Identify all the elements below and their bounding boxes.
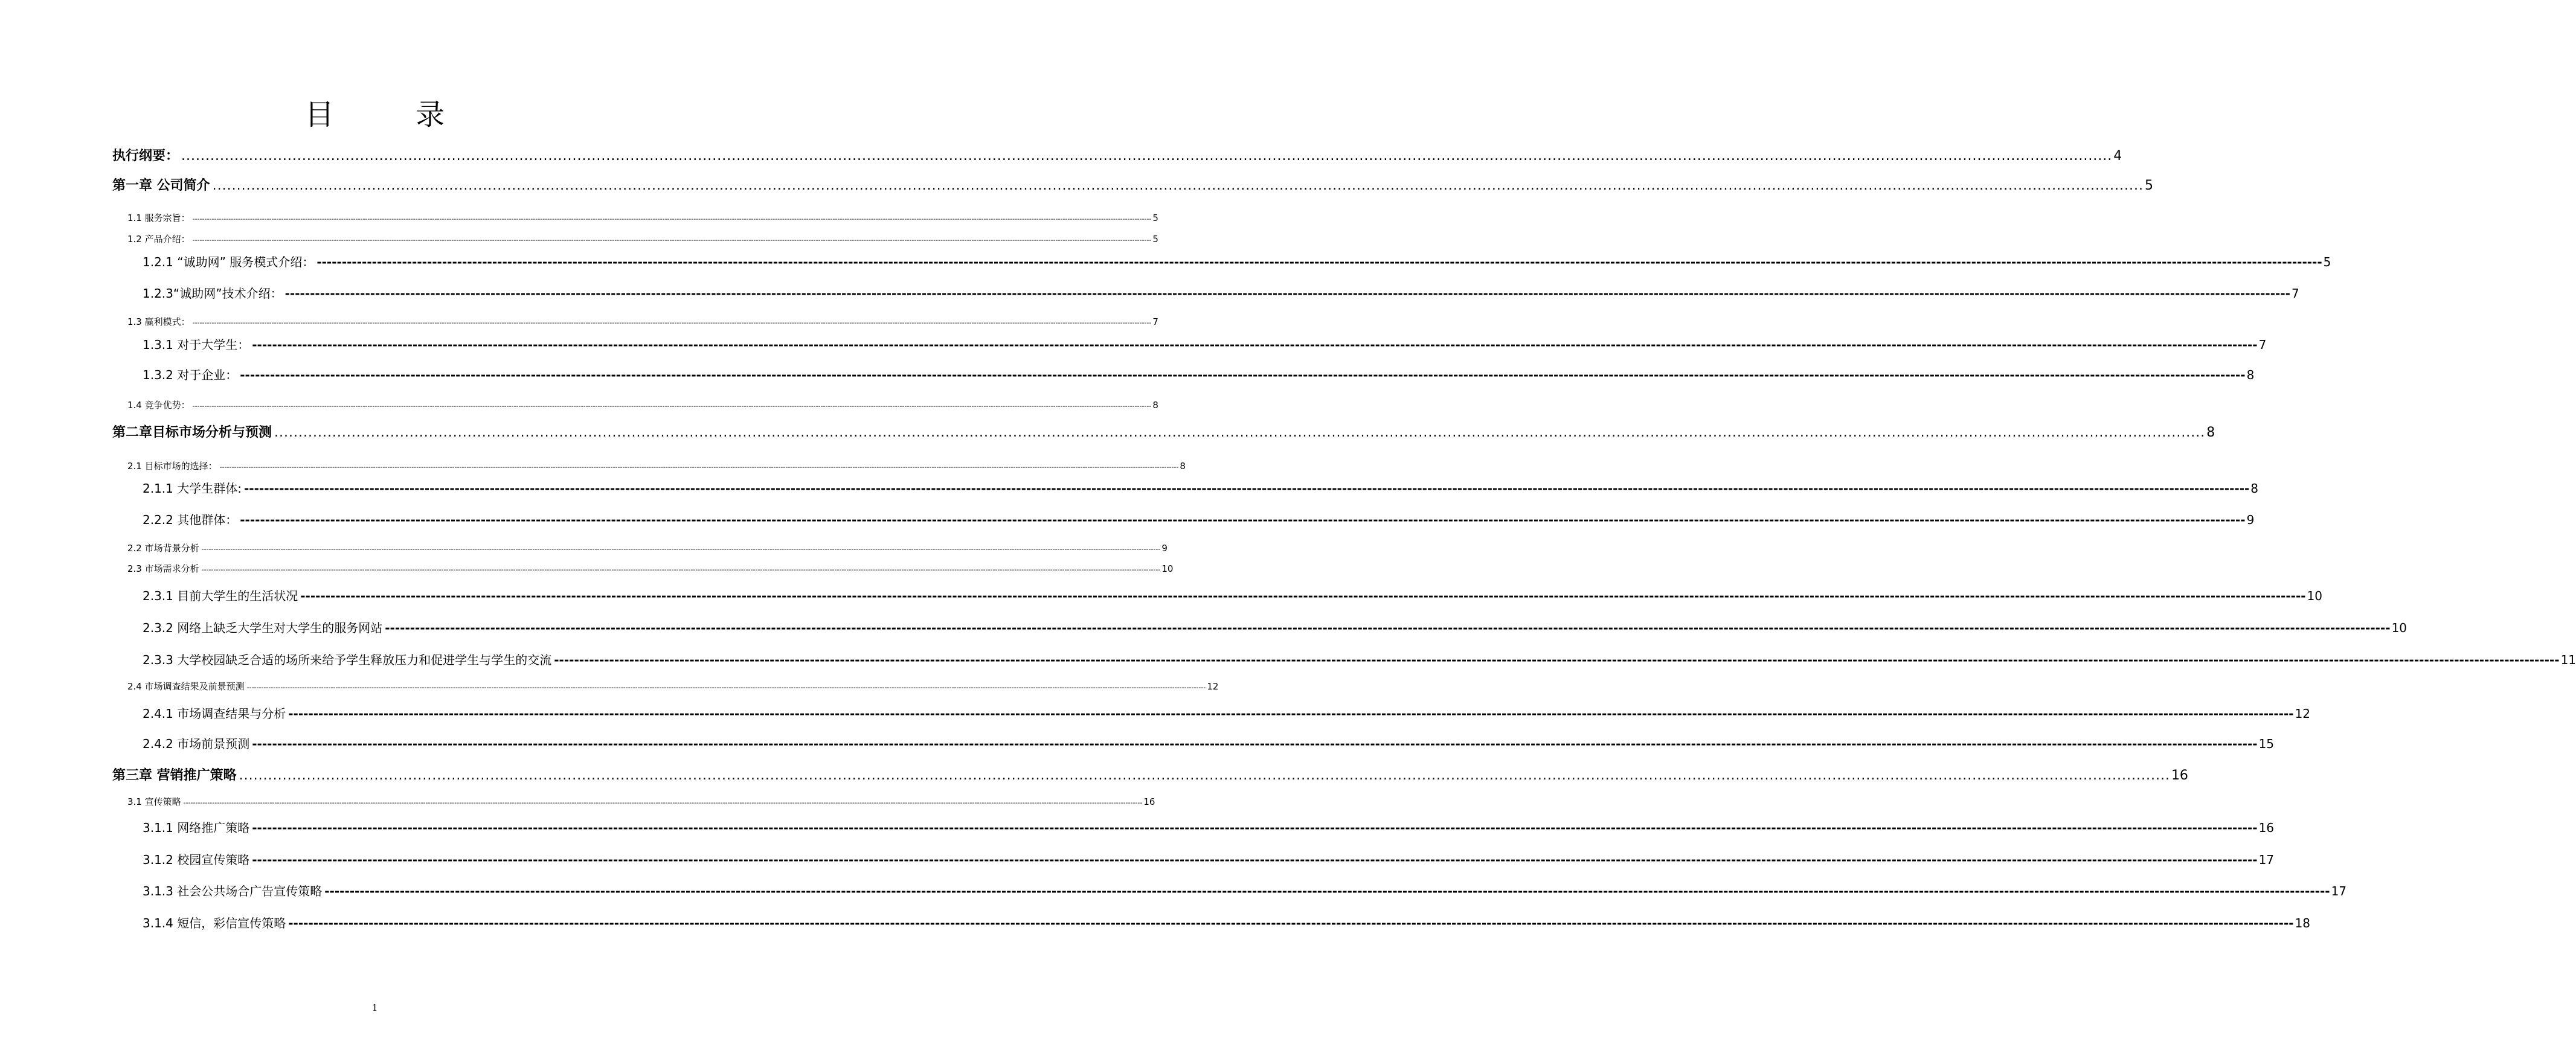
page-number: 1	[371, 1002, 378, 1013]
toc-entry[interactable]	[127, 315, 1158, 329]
toc-leader: ----------------------------------------------------------------------------------------------------------------------------------------------------------------------------------------------------------------------------------------------------------------------------------------------------------------------------------------------------------------------------------------------------------------	[243, 481, 2250, 496]
toc-entry[interactable]	[112, 146, 2122, 167]
toc-leader: ----------------------------------------------------------------------------------------------------------------------------------------------------------------------------------------------------------------------------------------------------------------------------------------------------------------------------------------------------------------------------------------------------------------	[192, 215, 1152, 223]
toc-entry[interactable]	[127, 232, 1158, 246]
toc-leader: ----------------------------------------------------------------------------------------------------------------------------------------------------------------------------------------------------------------------------------------------------------------------------------------------------------------------------------------------------------------------------------------------------------------	[288, 916, 2294, 930]
toc-entry-label: 2.3.2 网络上缺乏大学生对大学生的服务网站	[143, 621, 383, 635]
toc-leader: ----------------------------------------------------------------------------------------------------------------------------------------------------------------------------------------------------------------------------------------------------------------------------------------------------------------------------------------------------------------------------------------------------------------	[192, 319, 1152, 327]
toc-entry-label: 1.2 产品介绍：	[127, 234, 190, 245]
toc-entry[interactable]	[143, 618, 2407, 638]
toc-leader: ----------------------------------------------------------------------------------------------------------------------------------------------------------------------------------------------------------------------------------------------------------------------------------------------------------------------------------------------------------------------------------------------------------------	[252, 853, 2258, 867]
toc-entry-label: 2.2 市场背景分析	[127, 543, 199, 554]
toc-leader: ----------------------------------------------------------------------------------------------------------------------------------------------------------------------------------------------------------------------------------------------------------------------------------------------------------------------------------------------------------------------------------------------------------------	[183, 799, 1143, 807]
toc-entry[interactable]	[127, 211, 1158, 225]
toc-entry[interactable]	[127, 561, 1174, 576]
toc-leader: ----------------------------------------------------------------------------------------------------------------------------------------------------------------------------------------------------------------------------------------------------------------------------------------------------------------------------------------------------------------------------------------------------------------	[324, 884, 2330, 898]
toc-entry-page: 8	[1180, 461, 1186, 472]
toc-entry-label: 第一章 公司简介	[112, 178, 210, 193]
toc-entry-page: 10	[1161, 563, 1174, 574]
toc-entry[interactable]	[143, 818, 2275, 837]
toc-leader: ................................................................................................................................................................................................................................................................................................................................................................................................................	[239, 768, 2170, 783]
page-title: 目 录	[304, 98, 481, 132]
toc-entry-page: 10	[2307, 589, 2323, 603]
toc-leader: ----------------------------------------------------------------------------------------------------------------------------------------------------------------------------------------------------------------------------------------------------------------------------------------------------------------------------------------------------------------------------------------------------------------	[252, 737, 2258, 751]
toc-entry-page: 8	[2206, 425, 2215, 440]
toc-entry-page: 10	[2391, 621, 2407, 635]
toc-entry-page: 12	[2295, 706, 2311, 721]
toc-entry-label: 第二章目标市场分析与预测	[112, 425, 272, 440]
toc-entry-label: 1.1 服务宗旨：	[127, 213, 190, 223]
toc-entry[interactable]	[143, 913, 2311, 933]
toc-entry-label: 2.4.1 市场调查结果与分析	[143, 706, 286, 721]
toc-leader: ----------------------------------------------------------------------------------------------------------------------------------------------------------------------------------------------------------------------------------------------------------------------------------------------------------------------------------------------------------------------------------------------------------------	[240, 368, 2246, 382]
toc-entry-page: 12	[1207, 681, 1219, 692]
toc-entry-page: 9	[2246, 513, 2255, 527]
toc-leader: ----------------------------------------------------------------------------------------------------------------------------------------------------------------------------------------------------------------------------------------------------------------------------------------------------------------------------------------------------------------------------------------------------------------	[385, 621, 2391, 635]
toc-entry[interactable]	[143, 365, 2255, 385]
toc-entry-page: 7	[1152, 316, 1158, 327]
toc-entry[interactable]	[143, 510, 2255, 530]
toc-entry-page: 8	[1152, 400, 1158, 411]
toc-entry[interactable]	[112, 766, 2188, 786]
toc-entry-label: 第三章 营销推广策略	[112, 768, 237, 783]
toc-entry[interactable]	[143, 850, 2275, 869]
toc-entry-label: 1.2.3“诚助网”技术介绍：	[143, 286, 283, 301]
toc-leader: ................................................................................................................................................................................................................................................................................................................................................................................................................	[181, 149, 2113, 164]
toc-leader: ----------------------------------------------------------------------------------------------------------------------------------------------------------------------------------------------------------------------------------------------------------------------------------------------------------------------------------------------------------------------------------------------------------------	[284, 286, 2290, 301]
toc-entry-label: 2.1.1 大学生群体:	[143, 481, 242, 496]
toc-entry[interactable]	[143, 734, 2275, 753]
toc-entry-page: 17	[2331, 884, 2347, 898]
toc-entry[interactable]	[127, 679, 1219, 694]
toc-entry-page: 17	[2258, 853, 2275, 867]
toc-leader: ----------------------------------------------------------------------------------------------------------------------------------------------------------------------------------------------------------------------------------------------------------------------------------------------------------------------------------------------------------------------------------------------------------------	[192, 236, 1152, 244]
toc-entry[interactable]	[127, 398, 1158, 412]
toc-leader: ----------------------------------------------------------------------------------------------------------------------------------------------------------------------------------------------------------------------------------------------------------------------------------------------------------------------------------------------------------------------------------------------------------------	[554, 653, 2560, 667]
toc-entry[interactable]	[143, 586, 2323, 606]
toc-entry[interactable]	[143, 650, 2576, 670]
toc-entry-label: 1.3.2 对于企业：	[143, 368, 238, 382]
toc-entry-label: 2.4 市场调查结果及前景预测	[127, 681, 245, 692]
toc-entry[interactable]	[143, 252, 2331, 272]
toc-entry-label: 2.3.3 大学校园缺乏合适的场所来给予学生释放压力和促进学生与学生的交流	[143, 653, 552, 667]
toc-leader: ................................................................................................................................................................................................................................................................................................................................................................................................................	[274, 425, 2206, 440]
toc-entry[interactable]	[112, 176, 2153, 196]
toc-entry-page: 5	[2144, 178, 2153, 193]
toc-entry[interactable]	[143, 704, 2311, 723]
toc-leader: ----------------------------------------------------------------------------------------------------------------------------------------------------------------------------------------------------------------------------------------------------------------------------------------------------------------------------------------------------------------------------------------------------------------	[246, 683, 1206, 691]
toc-entry-page: 4	[2113, 149, 2122, 164]
toc-entry-page: 8	[2250, 481, 2259, 496]
toc-entry[interactable]	[143, 284, 2299, 303]
toc-leader: ----------------------------------------------------------------------------------------------------------------------------------------------------------------------------------------------------------------------------------------------------------------------------------------------------------------------------------------------------------------------------------------------------------------	[252, 821, 2258, 835]
toc-entry-page: 18	[2295, 916, 2311, 930]
toc-entry[interactable]	[127, 795, 1155, 809]
toc-leader: ----------------------------------------------------------------------------------------------------------------------------------------------------------------------------------------------------------------------------------------------------------------------------------------------------------------------------------------------------------------------------------------------------------------	[219, 463, 1179, 471]
toc-entry-page: 16	[1143, 796, 1155, 807]
toc-leader: ----------------------------------------------------------------------------------------------------------------------------------------------------------------------------------------------------------------------------------------------------------------------------------------------------------------------------------------------------------------------------------------------------------------	[240, 513, 2246, 527]
toc-entry-label: 执行纲要：	[112, 149, 179, 164]
toc-entry[interactable]	[143, 479, 2259, 498]
toc-entry-page: 7	[2258, 338, 2267, 352]
toc-leader: ----------------------------------------------------------------------------------------------------------------------------------------------------------------------------------------------------------------------------------------------------------------------------------------------------------------------------------------------------------------------------------------------------------------	[201, 566, 1161, 574]
toc-entry-label: 1.4 竞争优势：	[127, 400, 190, 411]
toc-entry-label: 2.1 目标市场的选择：	[127, 461, 217, 472]
toc-entry[interactable]	[143, 881, 2347, 901]
toc-entry-label: 1.2.1 “诚助网” 服务模式介绍：	[143, 255, 315, 269]
toc-entry-page: 5	[1152, 213, 1158, 223]
toc-entry-page: 11	[2560, 653, 2576, 667]
toc-entry[interactable]	[127, 459, 1186, 473]
toc-entry[interactable]	[112, 423, 2215, 443]
toc-entry-label: 3.1.3 社会公共场合广告宣传策略	[143, 884, 323, 898]
toc-leader: ----------------------------------------------------------------------------------------------------------------------------------------------------------------------------------------------------------------------------------------------------------------------------------------------------------------------------------------------------------------------------------------------------------------	[300, 589, 2306, 603]
toc-entry[interactable]	[127, 541, 1168, 555]
toc-entry-page: 5	[2323, 255, 2331, 269]
toc-entry-label: 2.2.2 其他群体：	[143, 513, 238, 527]
toc-entry-page: 5	[1152, 234, 1158, 245]
toc-leader: ----------------------------------------------------------------------------------------------------------------------------------------------------------------------------------------------------------------------------------------------------------------------------------------------------------------------------------------------------------------------------------------------------------------	[192, 402, 1152, 410]
toc-entry-page: 16	[2171, 768, 2188, 783]
toc-entry-page: 8	[2246, 368, 2255, 382]
toc-entry-label: 1.3 赢利模式：	[127, 316, 190, 327]
toc-entry-label: 2.3 市场需求分析	[127, 563, 199, 574]
toc-entry-label: 1.3.1 对于大学生：	[143, 338, 250, 352]
toc-entry-label: 3.1.2 校园宣传策略	[143, 853, 250, 867]
toc-entry-label: 3.1 宣传策略	[127, 796, 181, 807]
toc-leader: ----------------------------------------------------------------------------------------------------------------------------------------------------------------------------------------------------------------------------------------------------------------------------------------------------------------------------------------------------------------------------------------------------------------	[201, 545, 1161, 553]
toc-entry-page: 15	[2258, 737, 2275, 751]
toc-leader: ----------------------------------------------------------------------------------------------------------------------------------------------------------------------------------------------------------------------------------------------------------------------------------------------------------------------------------------------------------------------------------------------------------------	[288, 706, 2294, 721]
toc-entry-page: 7	[2291, 286, 2299, 301]
toc-entry-label: 3.1.1 网络推广策略	[143, 821, 250, 835]
toc-entry-label: 2.3.1 目前大学生的生活状况	[143, 589, 298, 603]
toc-entry-page: 9	[1161, 543, 1168, 554]
toc-entry-label: 3.1.4 短信，彩信宣传策略	[143, 916, 286, 930]
toc-entry[interactable]	[143, 335, 2267, 354]
toc-entry-label: 2.4.2 市场前景预测	[143, 737, 250, 751]
toc-leader: ................................................................................................................................................................................................................................................................................................................................................................................................................	[212, 178, 2144, 193]
toc-leader: ----------------------------------------------------------------------------------------------------------------------------------------------------------------------------------------------------------------------------------------------------------------------------------------------------------------------------------------------------------------------------------------------------------------	[252, 338, 2258, 352]
toc-leader: ----------------------------------------------------------------------------------------------------------------------------------------------------------------------------------------------------------------------------------------------------------------------------------------------------------------------------------------------------------------------------------------------------------------	[316, 255, 2322, 269]
toc-entry-page: 16	[2258, 821, 2275, 835]
